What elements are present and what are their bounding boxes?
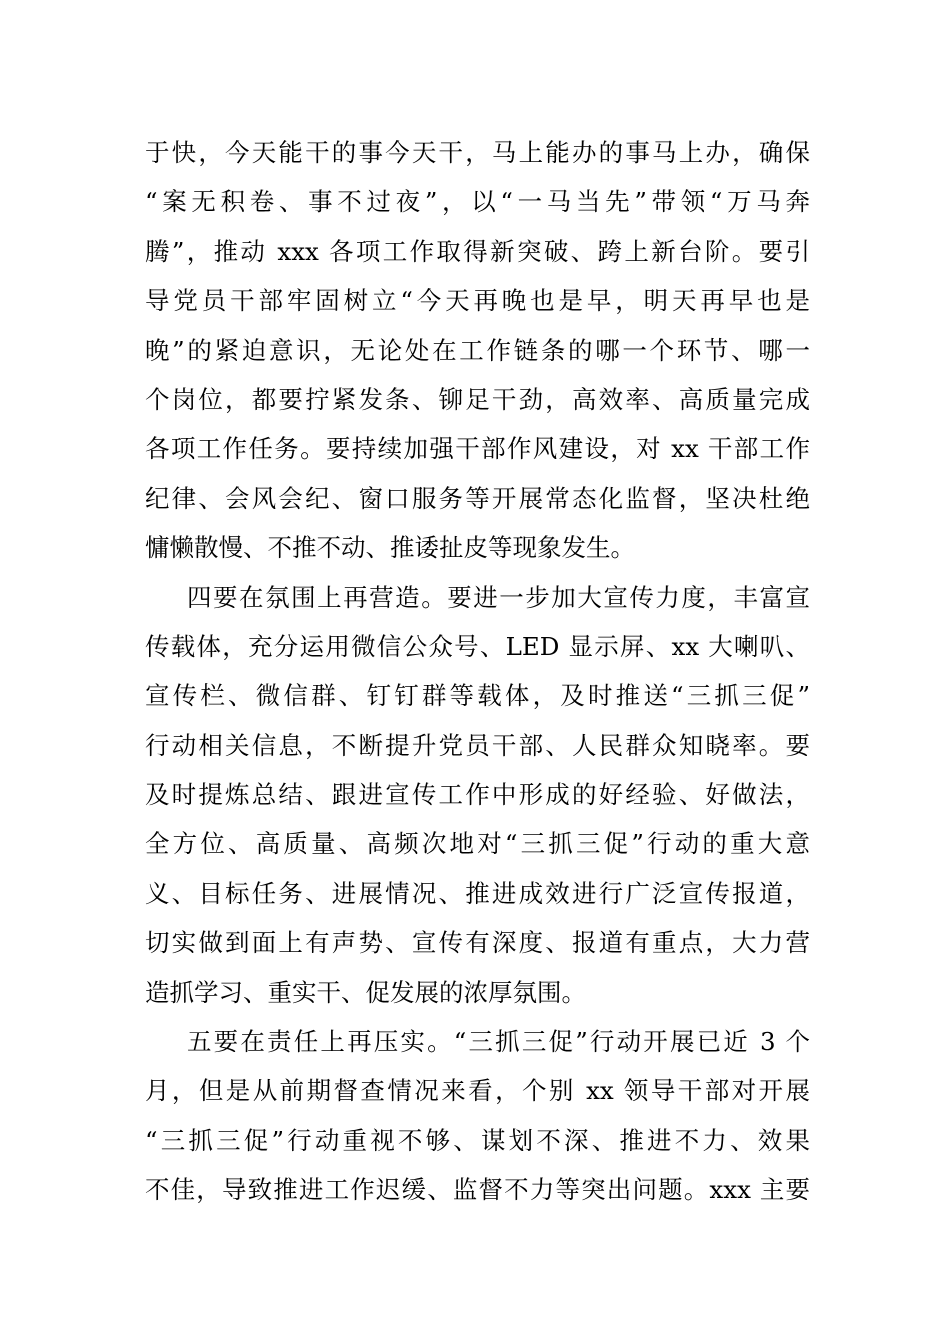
text-line: 晚”的紧迫意识，无论处在工作链条的哪一个环节、哪一 [145,335,810,365]
paragraph-end-line: 造抓学习、重实干、促发展的浓厚氛围。 [145,977,586,1007]
text-line: “三抓三促”行动重视不够、谋划不深、推进不力、效果 [145,1125,810,1155]
text-line: 及时提炼总结、跟进宣传工作中形成的好经验、好做法， [145,780,810,810]
text-line: 不佳，导致推进工作迟缓、监督不力等突出问题。xxx 主要 [145,1175,810,1205]
text-line: 全方位、高质量、高频次地对“三抓三促”行动的重大意 [145,829,810,859]
document-body [145,128,810,1215]
text-line: 腾”，推动 xxx 各项工作取得新突破、跨上新台阶。要引 [145,236,810,266]
text-line: 义、目标任务、进展情况、推进成效进行广泛宣传报道， [145,878,810,908]
text-line: 各项工作任务。要持续加强干部作风建设，对 xx 干部工作 [145,434,810,464]
text-line: 纪律、会风会纪、窗口服务等开展常态化监督，坚决杜绝 [145,483,810,513]
text-line: 传载体，充分运用微信公众号、LED 显示屏、xx 大喇叭、 [145,631,810,661]
text-line: 宣传栏、微信群、钉钉群等载体，及时推送“三抓三促” [145,681,810,711]
paragraph-five-heading-line: 五要在责任上再压实。“三抓三促”行动开展已近 3 个 [187,1027,810,1057]
text-line: 行动相关信息，不断提升党员干部、人民群众知晓率。要 [145,730,810,760]
text-line: “案无积卷、事不过夜”，以“一马当先”带领“万马奔 [145,187,810,217]
paragraph-four-heading-line: 四要在氛围上再营造。要进一步加大宣传力度，丰富宣 [187,582,810,612]
paragraph-end-line: 慵懒散慢、不推不动、推诿扯皮等现象发生。 [145,533,635,563]
text-line: 于快，今天能干的事今天干，马上能办的事马上办，确保 [145,138,810,167]
text-line: 导党员干部牢固树立“今天再晚也是早，明天再早也是 [145,286,810,316]
text-line: 月，但是从前期督查情况来看，个别 xx 领导干部对开展 [145,1076,810,1106]
text-line: 切实做到面上有声势、宣传有深度、报道有重点，大力营 [145,928,810,958]
text-line: 个岗位，都要拧紧发条、铆足干劲，高效率、高质量完成 [145,384,810,414]
